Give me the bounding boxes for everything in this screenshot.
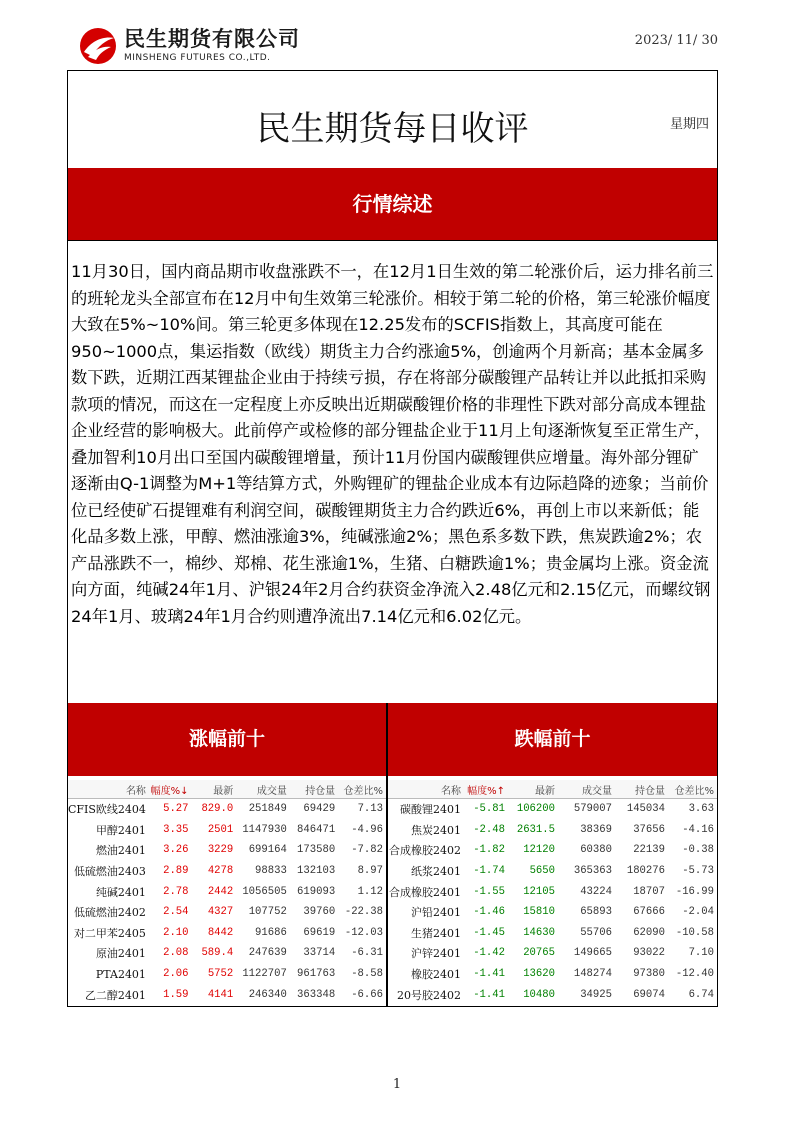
table-cell: 8442 xyxy=(207,926,234,939)
table-cell: 251849 xyxy=(248,803,287,816)
table-cell: 93022 xyxy=(633,947,665,960)
table-cell: 13620 xyxy=(523,968,555,981)
weekday-label: 星期四 xyxy=(669,117,709,132)
table-cell: -4.16 xyxy=(682,823,714,836)
table-cell: -5.81 xyxy=(473,803,505,816)
top-losers-table xyxy=(388,780,717,1005)
contract-name: 合成橡胶2402 xyxy=(389,844,461,858)
contract-name: 纸浆2401 xyxy=(411,865,461,879)
table-cell: -22.38 xyxy=(344,906,383,919)
column-header: 幅度%↓ xyxy=(149,780,192,799)
column-header: 仓差比% xyxy=(668,780,717,799)
report-date: 2023/ 11/ 30 xyxy=(634,33,718,48)
table-cell: 12120 xyxy=(523,844,555,857)
table-cell: -1.41 xyxy=(473,988,505,1001)
table-cell: 365363 xyxy=(573,865,612,878)
table-cell: -16.99 xyxy=(675,885,714,898)
table-row xyxy=(388,799,717,820)
table-cell: 62090 xyxy=(633,926,665,939)
contract-name: 沪锌2401 xyxy=(411,947,461,961)
table-cell: -6.31 xyxy=(351,947,383,960)
contract-name: 橡胶2401 xyxy=(411,968,461,982)
table-cell: 619093 xyxy=(297,885,336,898)
table-row xyxy=(68,840,386,861)
table-row xyxy=(68,943,386,964)
table-cell: -7.82 xyxy=(351,844,383,857)
contract-name: 燃油2401 xyxy=(95,844,146,858)
table-cell: 132103 xyxy=(297,865,336,878)
table-cell: 2442 xyxy=(207,885,234,898)
table-cell: 2.08 xyxy=(163,947,189,960)
table-row xyxy=(388,881,717,902)
table-cell: 3.63 xyxy=(688,803,714,816)
table-cell: 98833 xyxy=(255,865,287,878)
contract-name: 乙二醇2401 xyxy=(84,988,146,1002)
table-row xyxy=(68,923,386,944)
table-cell: -2.48 xyxy=(473,823,505,836)
contract-name: 低硫燃油2403 xyxy=(73,865,146,879)
table-cell: 699164 xyxy=(248,844,287,857)
table-cell: 180276 xyxy=(626,865,665,878)
table-cell: -2.04 xyxy=(682,906,714,919)
table-cell: 829.0 xyxy=(201,803,234,816)
table-cell: 91686 xyxy=(255,926,287,939)
table-cell: 60380 xyxy=(580,844,612,857)
table-row xyxy=(388,861,717,882)
table-row xyxy=(388,923,717,944)
table-cell: 5.27 xyxy=(163,803,189,816)
table-cell: 145034 xyxy=(626,803,665,816)
title-box xyxy=(68,71,717,169)
table-row xyxy=(388,964,717,985)
table-row xyxy=(388,902,717,923)
table-cell: 961763 xyxy=(297,968,336,981)
table-cell: 69429 xyxy=(303,803,336,816)
table-row xyxy=(68,902,386,923)
table-cell: -5.73 xyxy=(682,865,714,878)
table-cell: 39760 xyxy=(303,906,336,919)
company-logo xyxy=(78,26,300,66)
table-cell: 5650 xyxy=(529,865,555,878)
table-cell: 2.10 xyxy=(163,926,189,939)
table-cell: 67666 xyxy=(633,906,665,919)
contract-name: 低硫燃油2402 xyxy=(73,906,146,920)
table-cell: 149665 xyxy=(573,947,612,960)
table-cell: 589.4 xyxy=(201,947,234,960)
table-cell: 1.59 xyxy=(163,988,189,1001)
table-row xyxy=(68,820,386,841)
report-frame xyxy=(67,70,718,1007)
table-cell: 55706 xyxy=(580,926,612,939)
table-cell: 37656 xyxy=(633,823,665,836)
contract-name: 沪铅2401 xyxy=(411,906,461,920)
column-header: 成交量 xyxy=(236,780,290,799)
table-cell: -6.66 xyxy=(351,988,383,1001)
column-header: 名称 xyxy=(388,780,464,799)
contract-name: 20号胶2402 xyxy=(397,988,461,1002)
table-cell: -12.03 xyxy=(344,926,383,939)
table-cell: 4278 xyxy=(207,865,234,878)
contract-name: PTA2401 xyxy=(95,967,146,981)
top-losers-header: 跌幅前十 xyxy=(388,703,717,776)
table-row xyxy=(388,820,717,841)
table-cell: 173580 xyxy=(297,844,336,857)
table-cell: 33714 xyxy=(303,947,336,960)
table-cell: 34925 xyxy=(580,988,612,1001)
column-header: 最新 xyxy=(508,780,558,799)
table-cell: -1.82 xyxy=(473,844,505,857)
page-number: 1 xyxy=(392,1077,402,1092)
table-cell: 2.54 xyxy=(163,906,189,919)
company-name-cn: 民生期货有限公司 xyxy=(124,27,300,51)
contract-name: 生猪2401 xyxy=(411,926,461,940)
column-header: 仓差比% xyxy=(338,780,386,799)
column-header: 幅度%↑ xyxy=(464,780,508,799)
table-row xyxy=(68,984,386,1005)
table-row xyxy=(388,840,717,861)
table-cell: 148274 xyxy=(573,968,612,981)
market-summary-header: 行情综述 xyxy=(68,168,717,241)
contract-name: 纯碱2401 xyxy=(95,885,146,899)
table-cell: 3.35 xyxy=(163,823,189,836)
table-cell: 579007 xyxy=(573,803,612,816)
top-gainers-header: 涨幅前十 xyxy=(68,703,386,776)
table-cell: 2501 xyxy=(207,823,234,836)
table-cell: 846471 xyxy=(297,823,336,836)
table-cell: -1.55 xyxy=(473,885,505,898)
table-cell: 69074 xyxy=(633,988,665,1001)
table-cell: 65893 xyxy=(580,906,612,919)
column-header: 名称 xyxy=(68,780,149,799)
table-cell: 1147930 xyxy=(242,823,287,836)
table-cell: 10480 xyxy=(523,988,555,1001)
table-cell: 12105 xyxy=(523,885,555,898)
table-cell: 2.06 xyxy=(163,968,189,981)
table-cell: -8.58 xyxy=(351,968,383,981)
table-cell: 7.13 xyxy=(357,803,383,816)
table-cell: 2.78 xyxy=(163,885,189,898)
table-cell: 1122707 xyxy=(242,968,287,981)
table-cell: -12.40 xyxy=(675,968,714,981)
table-cell: 4141 xyxy=(207,988,234,1001)
contract-name: 焦炭2401 xyxy=(411,823,461,837)
table-cell: 2.89 xyxy=(163,865,189,878)
column-header: 最新 xyxy=(192,780,237,799)
table-cell: -10.58 xyxy=(675,926,714,939)
column-header: 成交量 xyxy=(558,780,615,799)
table-cell: 3.26 xyxy=(163,844,189,857)
table-cell: 246340 xyxy=(248,988,287,1001)
table-cell: -1.46 xyxy=(473,906,505,919)
table-cell: 69619 xyxy=(303,926,336,939)
table-cell: -1.42 xyxy=(473,947,505,960)
column-header: 持仓量 xyxy=(290,780,338,799)
table-cell: 22139 xyxy=(633,844,665,857)
table-cell: 363348 xyxy=(297,988,336,1001)
table-row xyxy=(68,861,386,882)
table-cell: 247639 xyxy=(248,947,287,960)
contract-name: 甲醇2401 xyxy=(95,823,146,837)
table-cell: 1.12 xyxy=(357,885,383,898)
table-row xyxy=(68,799,386,820)
table-row xyxy=(68,964,386,985)
table-cell: 1056505 xyxy=(242,885,287,898)
market-summary-text: 11月30日，国内商品期市收盘涨跌不一，在12月1日生效的第二轮涨价后，运力排名前三的班轮龙头全部宣布在12月中旬生效第三轮涨价。相较于第二轮的价格，第三轮涨价幅度大致在5%~10%间。第三轮更多体现在12.25发布的SCFIS指数上，其高度可能在950~1000点，集运指数（欧线）期货主力合约涨逾5%，创逾两个月新高；基本金属多数下跌，近期江西某锂盐企业由于持续亏损，存在将部分碳酸锂产品转让并以此抵扣采购款项的情况，而这在一定程度上亦反映出近期碳酸锂价格的非理性下跌对部分高成本锂盐企业经营的影响极大。此前停产或检修的部分锂盐企业于11月上旬逐渐恢复至正常生产，叠加智利10月出口至国内碳酸锂增量，预计11月份国内碳酸锂供应增量。海外部分锂矿逐渐由Q-1调整为M+1等结算方式，外购锂矿的锂盐企业成本有边际趋降的迹象；当前价位已经使矿石提锂难有利润空间，碳酸锂期货主力合约跌近6%，再创上市以来新低；能化品多数上涨，甲醇、燃油涨逾3%，纯碱涨逾2%；黑色系多数下跌，焦炭跌逾2%；农产品涨跌不一，棉纱、郑棉、花生涨逾1%，生猪、白糖跌逾1%；贵金属均上涨。资金流向方面，纯碱24年1月、沪银24年2月合约获资金净流入2.48亿元和2.15亿元，而螺纹钢24年1月、玻璃24年1月合约则遭净流出7.14亿元和6.02亿元。 xyxy=(71,262,714,626)
table-row xyxy=(388,984,717,1005)
table-cell: 38369 xyxy=(580,823,612,836)
table-cell: -0.38 xyxy=(682,844,714,857)
top-gainers-table xyxy=(68,780,386,1005)
column-header: 持仓量 xyxy=(615,780,668,799)
table-cell: 18707 xyxy=(633,885,665,898)
table-cell: 6.74 xyxy=(688,988,714,1001)
table-cell: -4.96 xyxy=(351,823,383,836)
contract-name: 原油2401 xyxy=(95,947,146,961)
minsheng-logo-icon xyxy=(78,26,118,66)
table-cell: 15810 xyxy=(523,906,555,919)
contract-name: CFIS欧线2404 xyxy=(68,803,146,817)
table-cell: 8.97 xyxy=(357,865,383,878)
table-row xyxy=(68,881,386,902)
table-cell: 7.10 xyxy=(688,947,714,960)
table-cell: 14630 xyxy=(523,926,555,939)
table-cell: 4327 xyxy=(207,906,234,919)
table-cell: 2631.5 xyxy=(516,823,555,836)
table-row xyxy=(388,943,717,964)
table-cell: -1.74 xyxy=(473,865,505,878)
table-cell: -1.41 xyxy=(473,968,505,981)
table-cell: 106200 xyxy=(516,803,555,816)
table-cell: 5752 xyxy=(207,968,234,981)
contract-name: 合成橡胶2401 xyxy=(389,885,461,899)
company-name-en: MINSHENG FUTURES CO.,LTD. xyxy=(124,53,271,63)
table-cell: 97380 xyxy=(633,968,665,981)
table-cell: 3229 xyxy=(207,844,234,857)
table-cell: 20765 xyxy=(523,947,555,960)
table-cell: -1.45 xyxy=(473,926,505,939)
contract-name: 碳酸锂2401 xyxy=(400,803,461,817)
contract-name: 对二甲苯2405 xyxy=(73,926,146,940)
table-cell: 107752 xyxy=(248,906,287,919)
table-cell: 43224 xyxy=(580,885,612,898)
report-title: 民生期货每日收评 xyxy=(256,109,529,149)
